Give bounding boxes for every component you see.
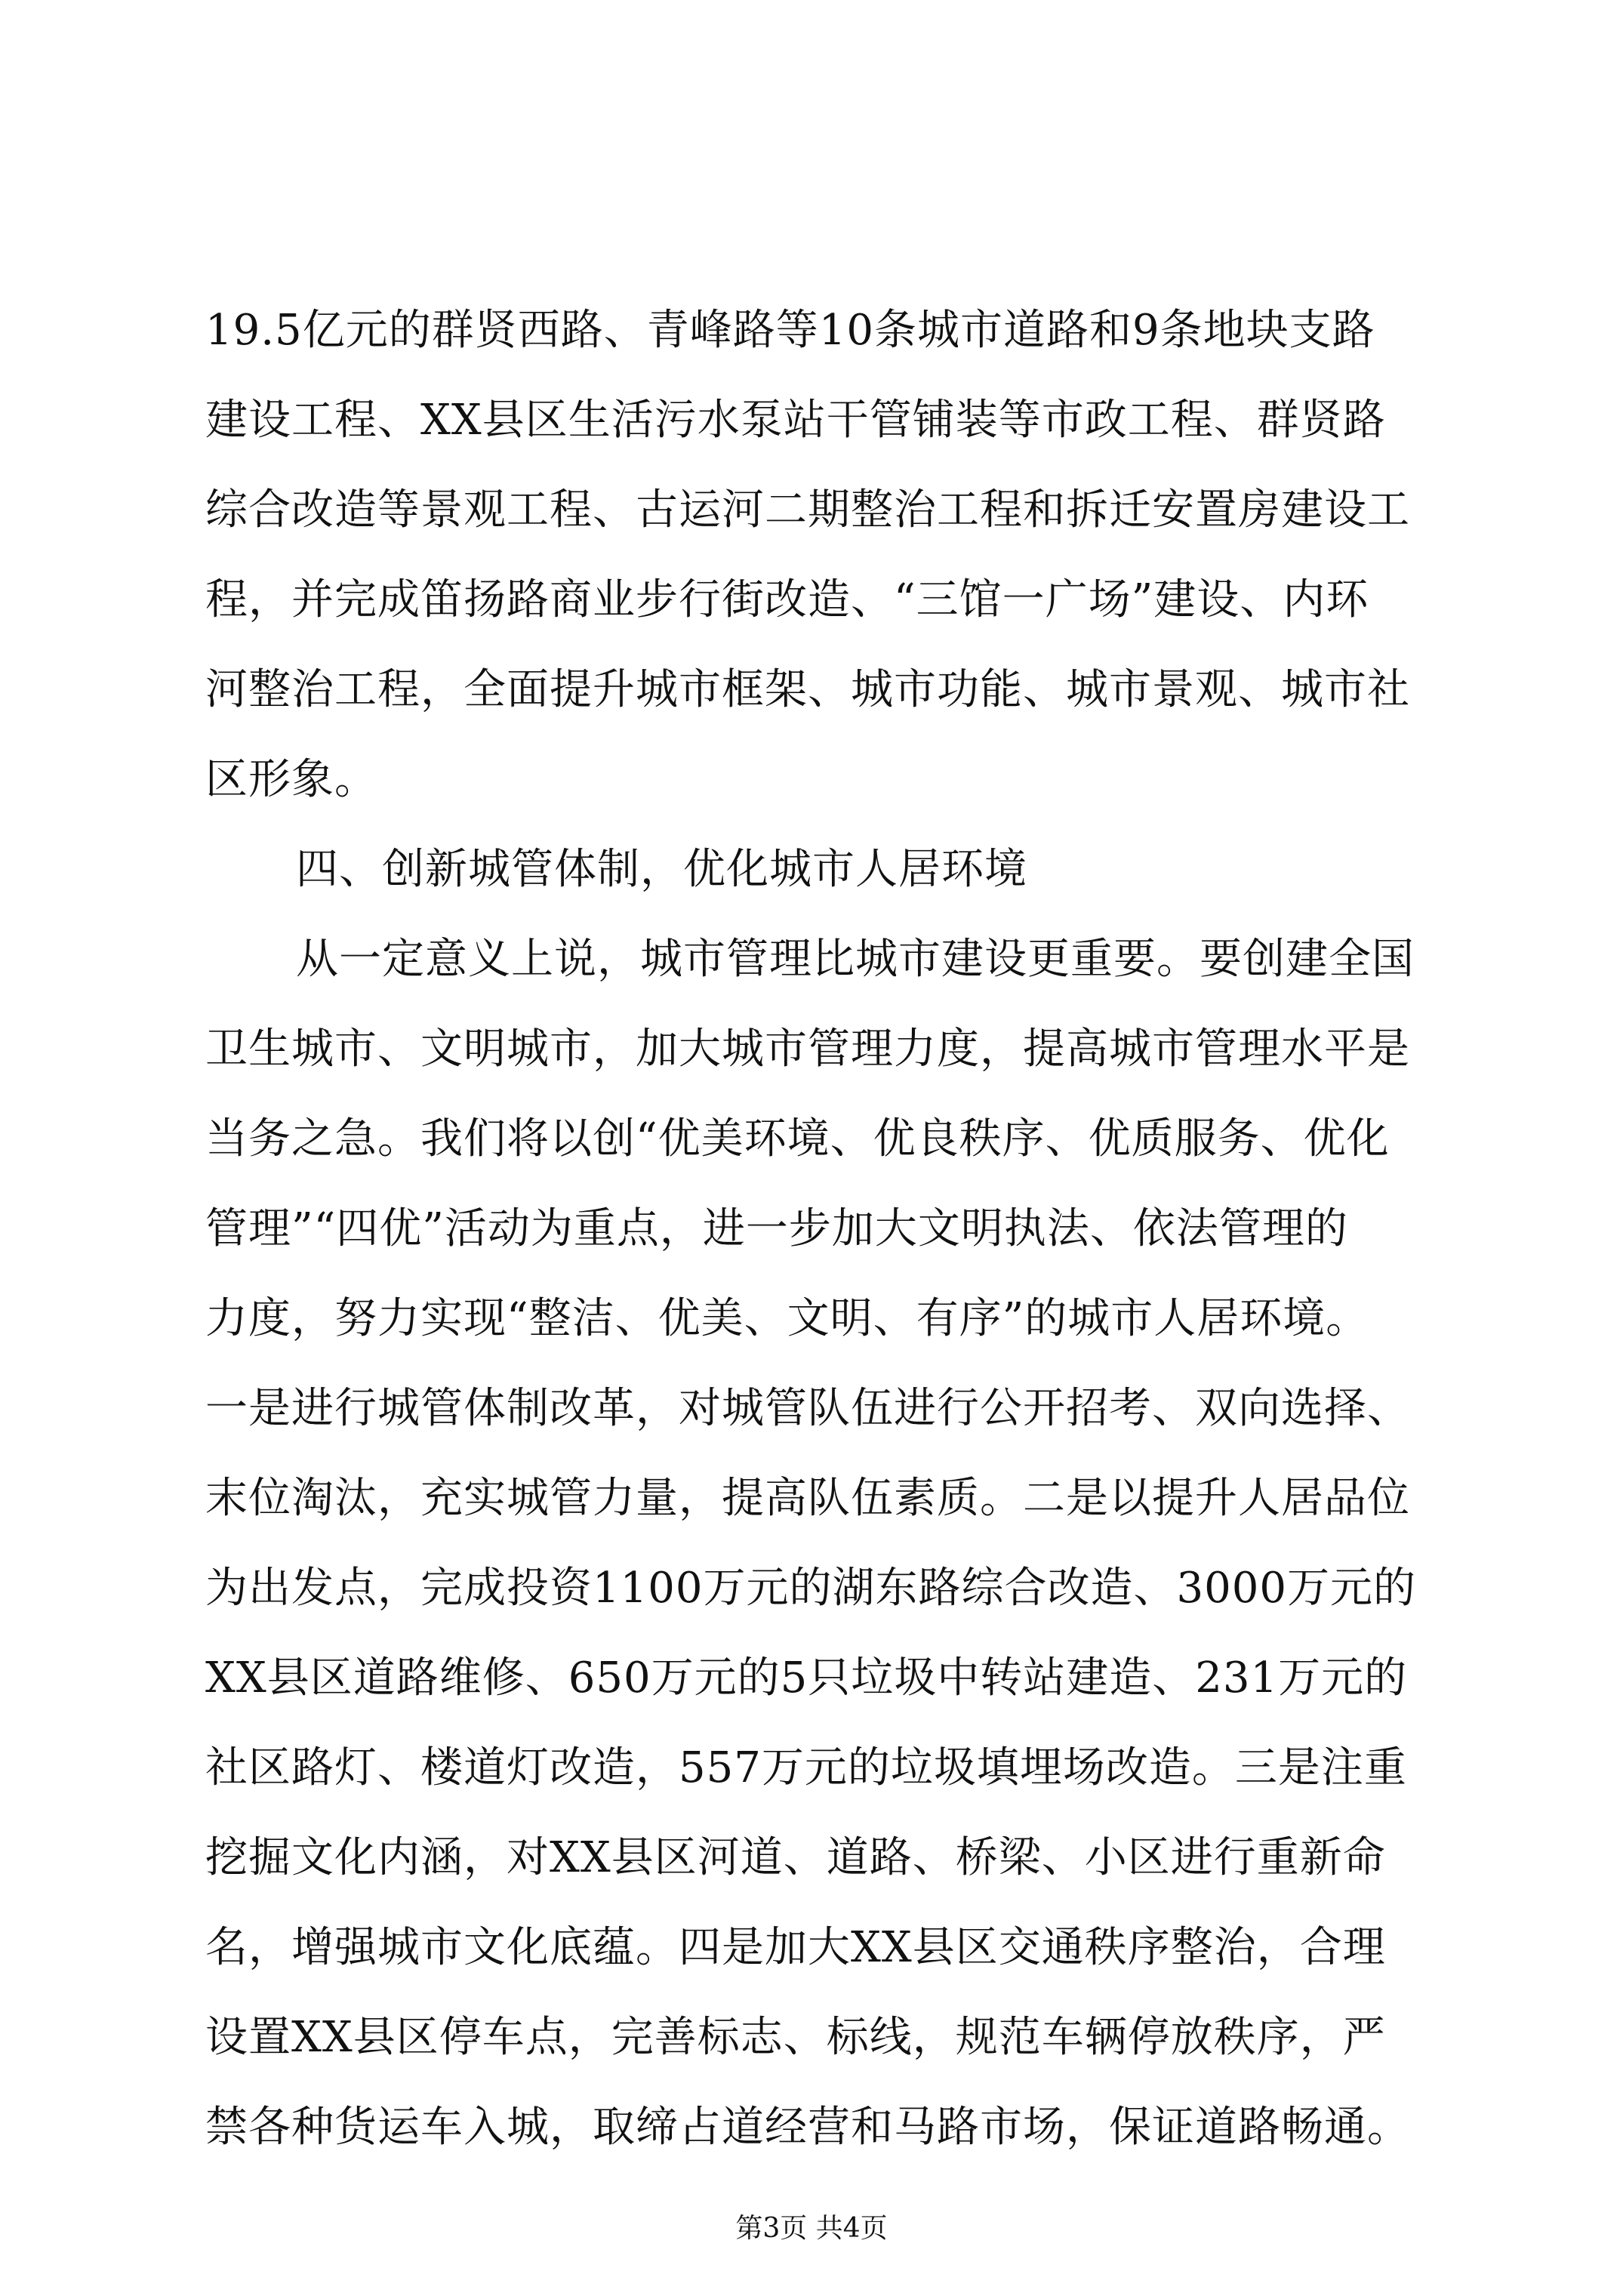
paragraph-line: 力度，努力实现“整洁、优美、文明、有序”的城市人居环境。 xyxy=(205,1294,1369,1343)
paragraph-line: 建设工程、XX县区生活污水泵站干管铺装等市政工程、群贤路 xyxy=(205,396,1386,445)
paragraph-line: 程，并完成笛扬路商业步行街改造、“三馆一广场”建设、内环 xyxy=(205,575,1369,624)
paragraph-line: 卫生城市、文明城市，加大城市管理力度，提高城市管理水平是 xyxy=(205,1025,1410,1074)
paragraph-line: 区形象。 xyxy=(205,755,377,804)
paragraph-line: 末位淘汰，充实城管力量，提高队伍素质。二是以提升人居品位 xyxy=(205,1474,1410,1523)
paragraph-line: 管理”“四优”活动为重点，进一步加大文明执法、依法管理的 xyxy=(205,1204,1348,1253)
paragraph-line: 名，增强城市文化底蕴。四是加大XX县区交通秩序整治，合理 xyxy=(205,1923,1386,1972)
paragraph-line: 设置XX县区停车点，完善标志、标线，规范车辆停放秩序，严 xyxy=(205,2013,1386,2062)
section-heading: 四、创新城管体制，优化城市人居环境 xyxy=(296,845,1027,894)
paragraph-line: 综合改造等景观工程、古运河二期整治工程和拆迁安置房建设工 xyxy=(205,485,1410,535)
page-footer: 第3页 共4页 xyxy=(735,2213,888,2244)
paragraph-line: 为出发点，完成投资1100万元的湖东路综合改造、3000万元的 xyxy=(205,1564,1417,1613)
paragraph-line: 一是进行城管体制改革，对城管队伍进行公开招考、双向选择、 xyxy=(205,1384,1410,1433)
paragraph-line: 河整治工程，全面提升城市框架、城市功能、城市景观、城市社 xyxy=(205,665,1410,714)
paragraph-line: XX县区道路维修、650万元的5只垃圾中转站建造、231万元的 xyxy=(205,1653,1408,1703)
paragraph-line: 当务之急。我们将以创“优美环境、优良秩序、优质服务、优化 xyxy=(205,1114,1390,1163)
paragraph-line: 挖掘文化内涵，对XX县区河道、道路、桥梁、小区进行重新命 xyxy=(205,1833,1386,1882)
paragraph-line: 社区路灯、楼道灯改造，557万元的垃圾填埋场改造。三是注重 xyxy=(205,1743,1407,1792)
paragraph-line: 禁各种货运车入城，取缔占道经营和马路市场，保证道路畅通。 xyxy=(205,2103,1410,2152)
paragraph-line: 从一定意义上说，城市管理比城市建设更重要。要创建全国 xyxy=(296,935,1415,984)
paragraph-line: 19.5亿元的群贤西路、青峰路等10条城市道路和9条地块支路 xyxy=(205,306,1375,355)
